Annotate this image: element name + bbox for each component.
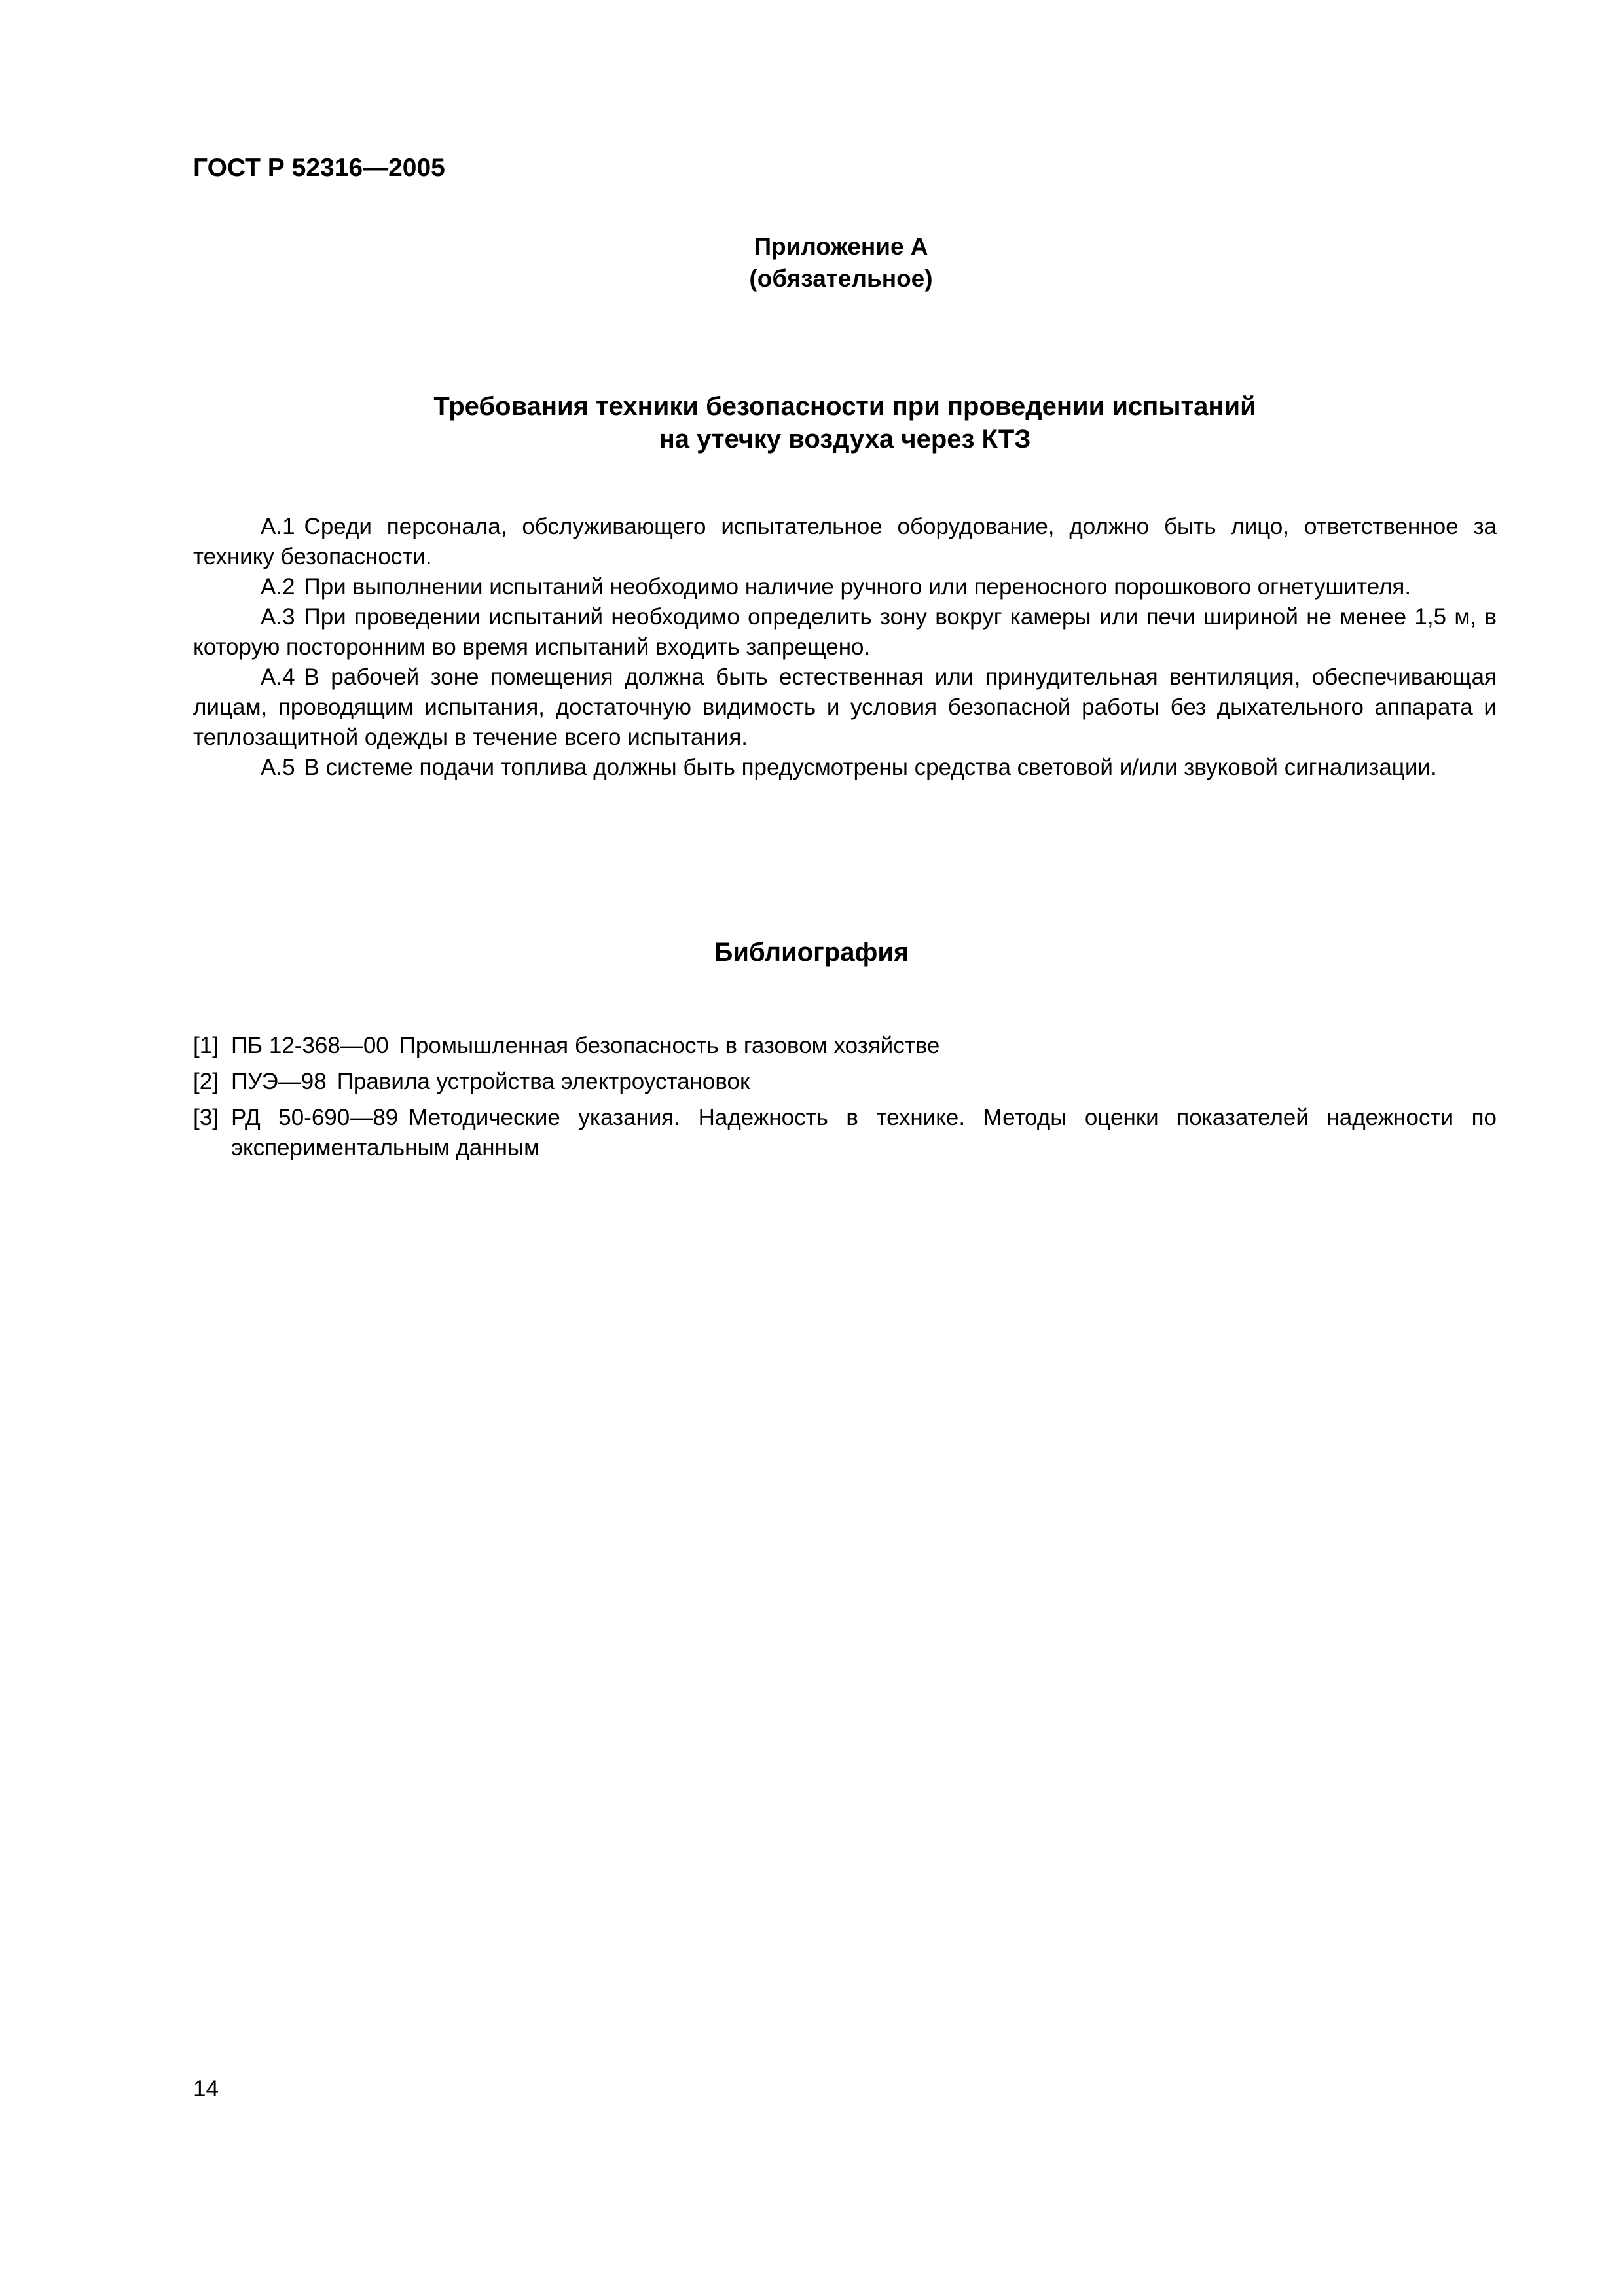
reference-title: Промышленная безопасность в газовом хозяйстве bbox=[399, 1033, 940, 1058]
appendix-item bbox=[193, 602, 1497, 662]
item-text: В рабочей зоне помещения должна быть естественная или принудительная вентиляция, обеспечивающая лицам, проводящим испытания, достаточную видимость и условия безопасной работы без дыхательного аппарата и теплозащитной одежды в течение всего испытания. bbox=[193, 664, 1497, 750]
item-number: А.5 bbox=[261, 755, 295, 780]
reference-title: Правила устройства электроустановок bbox=[337, 1069, 750, 1094]
bibliography-list bbox=[193, 1031, 1497, 1169]
item-number: А.4 bbox=[261, 664, 295, 690]
item-number: А.2 bbox=[261, 574, 295, 600]
appendix-heading-line-1: Требования техники безопасности при проведении испытаний bbox=[433, 392, 1256, 421]
appendix-heading-line-2: на утечку воздуха через КТЗ bbox=[659, 425, 1031, 454]
item-text: Среди персонала, обслуживающего испытательное оборудование, должно быть лицо, ответственное за технику безопасности. bbox=[193, 514, 1497, 569]
item-text: При проведении испытаний необходимо определить зону вокруг камеры или печи шириной не менее 1,5 м, в которую посторонним во время испытаний входить запрещено. bbox=[193, 604, 1497, 660]
appendix-item bbox=[193, 662, 1497, 753]
reference-number: [3] bbox=[193, 1105, 219, 1130]
page-number: 14 bbox=[193, 2076, 219, 2102]
bibliography-item bbox=[193, 1067, 1497, 1097]
reference-number: [1] bbox=[193, 1033, 219, 1058]
appendix-item bbox=[193, 572, 1497, 602]
reference-title: Методические указания. Надежность в технике. Методы оценки показателей надежности по экспериментальным данным bbox=[231, 1105, 1497, 1160]
reference-code: ПБ 12-368—00 bbox=[231, 1033, 389, 1058]
document-code: ГОСТ Р 52316—2005 bbox=[193, 154, 445, 182]
item-number: А.3 bbox=[261, 604, 295, 630]
appendix-item bbox=[193, 753, 1497, 783]
bibliography-heading: Библиография bbox=[714, 938, 909, 967]
reference-code: РД 50-690—89 bbox=[231, 1105, 399, 1130]
appendix-body bbox=[193, 512, 1497, 783]
item-text: При выполнении испытаний необходимо наличие ручного или переносного порошкового огнетушителя. bbox=[304, 574, 1412, 600]
item-number: А.1 bbox=[261, 514, 295, 539]
reference-number: [2] bbox=[193, 1069, 219, 1094]
bibliography-item bbox=[193, 1031, 1497, 1061]
appendix-status: (обязательное) bbox=[749, 265, 933, 292]
bibliography-item bbox=[193, 1103, 1497, 1163]
appendix-heading bbox=[193, 390, 1497, 456]
appendix-item bbox=[193, 512, 1497, 572]
item-text: В системе подачи топлива должны быть предусмотрены средства световой и/или звуковой сигнализации. bbox=[304, 755, 1437, 780]
reference-code: ПУЭ—98 bbox=[231, 1069, 327, 1094]
appendix-title: Приложение А bbox=[754, 233, 928, 260]
